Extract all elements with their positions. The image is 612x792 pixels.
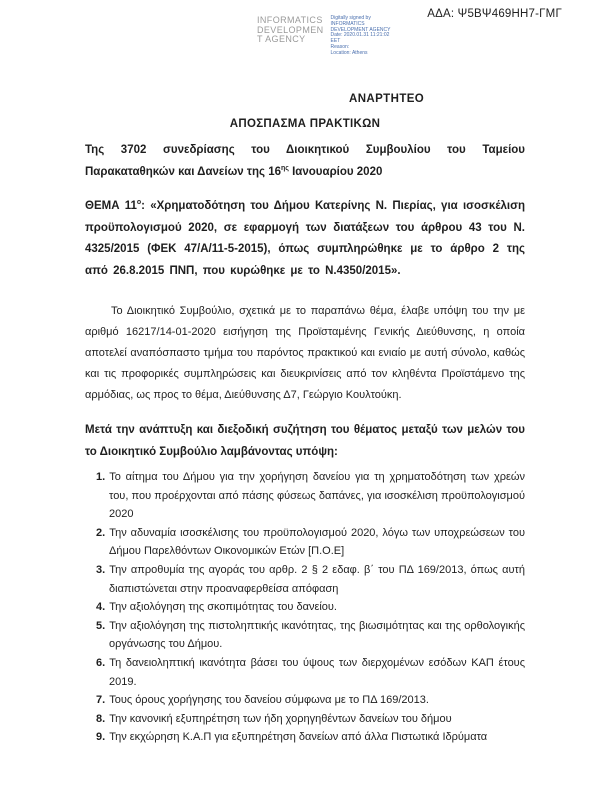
consideration-item xyxy=(85,654,525,691)
signature-detail-line: Digitally signed by xyxy=(330,15,371,21)
considerations-intro: Μετά την ανάπτυξη και διεξοδική συζήτηση του θέματος μεταξύ των μελών του το Διοικητικό Συμβούλιο λαμβάνοντας υπόψη: xyxy=(85,424,525,458)
anartiteo-label: ΑΝΑΡΤΗΤΕΟ xyxy=(349,93,425,105)
item-text: Τους όρους χορήγησης του δανείου σύμφωνα με το ΠΔ 169/2013. xyxy=(109,694,429,707)
item-text: Τη δανειοληπτική ικανότητα βάσει του ύψους των διερχομένων εσόδων ΚΑΠ έτους 2019. xyxy=(109,656,525,688)
document-title: ΑΠΟΣΠΑΣΜΑ ΠΡΑΚΤΙΚΩΝ xyxy=(229,118,381,130)
item-text: Την αδυναμία ισοσκέλισης του προϋπολογισμού 2020, λόγω των υποχρεώσεων του Δήμου Παρελθόντων Οικονομικών Ετών [Π.Ο.Ε] xyxy=(109,526,525,558)
signature-detail-line: Location: Athens xyxy=(330,49,368,56)
signature-details xyxy=(331,16,391,57)
consideration-item xyxy=(85,598,525,617)
theme-number: ΘΕΜΑ 11 xyxy=(85,200,137,212)
item-number: 6. xyxy=(96,656,106,669)
theme-ordinal-superscript: ο xyxy=(136,199,142,207)
agency-line: T AGENCY xyxy=(257,34,306,44)
item-number: 9. xyxy=(96,731,106,744)
meeting-line-1: Της 3702 συνεδρίασης του Διοικητικού Συμβουλίου του Ταμείου xyxy=(85,144,525,156)
signature-detail-line: Date: 2020.01.31 11:21:02 xyxy=(330,32,390,39)
item-text: Την εκχώρηση Κ.Α.Π για εξυπηρέτηση δανείων από άλλα Πιστωτικά Ιδρύματα xyxy=(109,731,488,744)
consideration-item xyxy=(85,561,525,598)
item-number: 1. xyxy=(96,471,106,483)
item-text: Την αξιολόγηση της πιστοληπτικής ικανότητας, της βιωσιμότητας και της ορθολογικής οργάνωσης του Δήμου. xyxy=(109,619,525,651)
item-text: Την κανονική εξυπηρέτηση των ήδη χορηγηθέντων δανείων του δήμου xyxy=(109,712,452,725)
meeting-subtitle xyxy=(85,139,525,183)
signature-detail-line: DEVELOPMENT AGENCY xyxy=(330,26,391,33)
agency-line: INFORMATICS xyxy=(257,15,323,25)
item-number: 3. xyxy=(96,563,106,576)
decision-context-paragraph: Το Διοικητικό Συμβούλιο, σχετικά με το παραπάνω θέμα, έλαβε υπόψη του την με αριθμό 16217/14-01-2020 εισήγηση της Προϊσταμένης Γενικής Διεύθυνσης, η οποία αποτελεί αναπόσπαστο τμήμα του παρόντος πρακτικού και ενιαίο με αυτή σύνολο, καθώς και τις προφορικές συμπληρώσεις και διευκρινίσεις από τον κληθέντα Προϊστάμενο της αρμόδιας, ως προς το θέμα, Διεύθυνσης Δ7, Γεώργιο Κουλτούκη. xyxy=(85,305,525,401)
consideration-item xyxy=(85,710,525,729)
item-number: 8. xyxy=(96,712,106,725)
item-text: Την απροθυμία της αγοράς του αρθρ. 2 § 2 εδαφ. β΄ του ΠΔ 169/2013, όπως αυτή διαπιστώνεται στην προαναφερθείσα απόφαση xyxy=(109,563,525,595)
meeting-line-2-date: Ιανουαρίου 2020 xyxy=(288,166,383,178)
consideration-item xyxy=(85,691,525,710)
consideration-item xyxy=(85,468,525,524)
item-number: 2. xyxy=(96,526,106,539)
consideration-item xyxy=(85,617,525,654)
item-text: Το αίτημα του Δήμου για την χορήγηση δανείου για τη χρηματοδότηση των χρεών του, που προέρχονται από πάσης φύσεως δαπάνες, για ισοσκέλιση προϋπολογισμού 2020 xyxy=(109,471,525,521)
meeting-line-2 xyxy=(85,161,525,183)
agency-line: DEVELOPMEN xyxy=(257,24,324,35)
item-text: Την αξιολόγηση της σκοπιμότητας του δανείου. xyxy=(109,601,337,614)
item-number: 7. xyxy=(96,694,106,707)
consideration-item xyxy=(85,524,525,561)
signature-detail-line: EET xyxy=(330,38,341,45)
consideration-item xyxy=(85,728,525,747)
digital-signature-stamp xyxy=(257,16,390,57)
ordinal-superscript: ης xyxy=(281,165,289,173)
signature-detail-line: Reason: xyxy=(330,43,350,50)
ada-code: ΑΔΑ: Ψ5ΒΨ469ΗΗ7-ΓΜΓ xyxy=(427,8,562,20)
considerations-list xyxy=(85,468,525,747)
signature-agency-name xyxy=(257,16,324,45)
theme-text: : «Χρηματοδότηση του Δήμου Κατερίνης Ν. Πιερίας, για ισοσκέλιση προϋπολογισμού 2020, σε εφαρμογή των διατάξεων του άρθρου 43 του Ν. 4325/2015 (ΦΕΚ 47/Α/11-5-2015), όπως συμπληρώθηκε με το άρθρο 2 της από 26.8.2015 ΠΝΠ, που κυρώθηκε με το Ν.4350/2015». xyxy=(85,200,525,277)
item-number: 5. xyxy=(96,619,106,632)
theme-paragraph xyxy=(85,196,525,282)
item-number: 4. xyxy=(96,601,106,614)
meeting-line-2-text: Παρακαταθηκών και Δανείων της 16 xyxy=(85,166,281,178)
document-body xyxy=(85,118,525,747)
signature-detail-line: INFORMATICS xyxy=(330,20,365,27)
